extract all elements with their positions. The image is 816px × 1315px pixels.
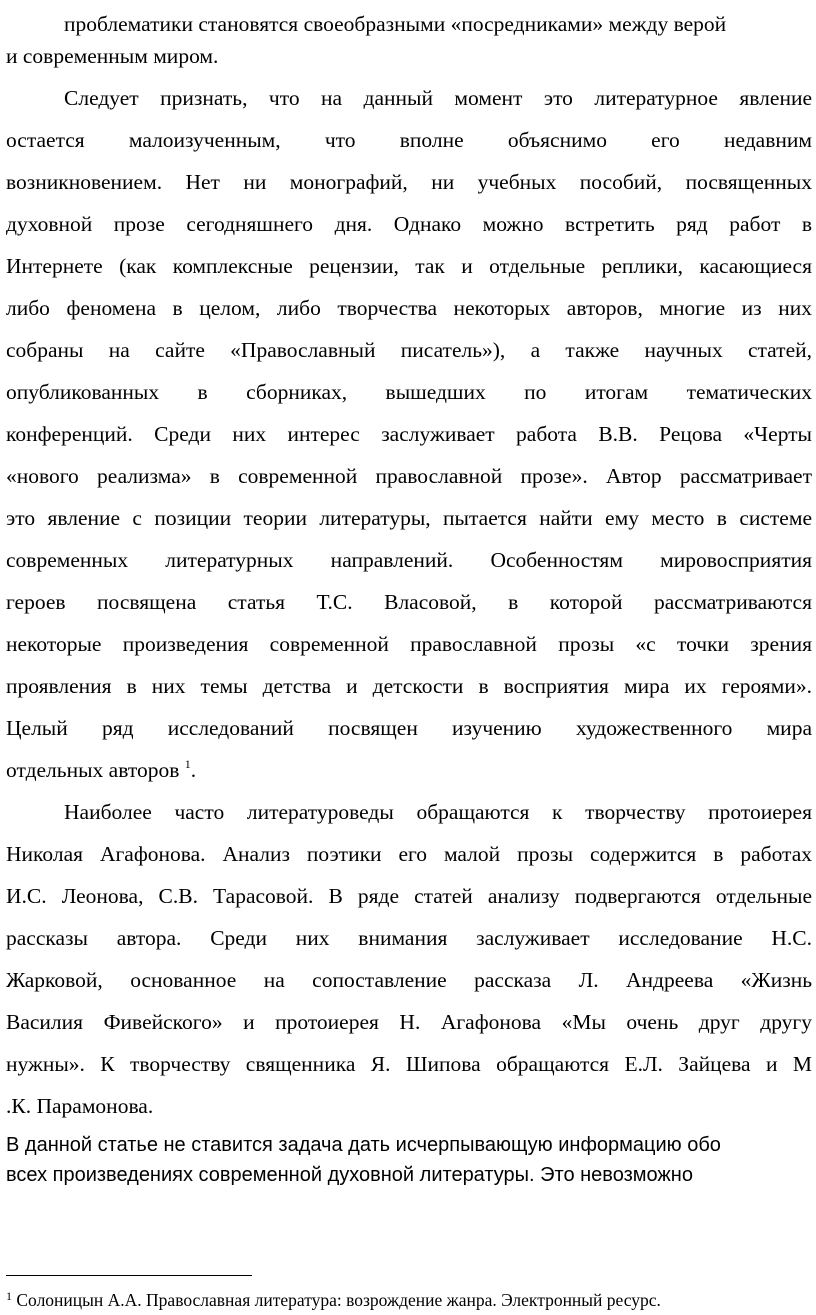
text-line: либо феномена в целом, либо творчества некоторых авторов, многие из них xyxy=(6,296,812,320)
text-line-with-footnote xyxy=(6,758,812,783)
footnote-mark: 1 xyxy=(6,1289,12,1303)
sentence-period: . xyxy=(190,758,197,782)
text-line: конференций. Среди них интерес заслуживает работа В.В. Рецова «Черты xyxy=(6,422,812,446)
text-line: некоторые произведения современной православной прозы «с точки зрения xyxy=(6,632,812,656)
text-line: современных литературных направлений. Особенностям мировосприятия xyxy=(6,548,812,572)
text-line: проблематики становятся своеобразными «посредниками» между верой xyxy=(64,12,727,36)
text-line: проявления в них темы детства и детскости в восприятия мира их героями». xyxy=(6,674,812,698)
text-line: «нового реализма» в современной православной прозе». Автор рассматривает xyxy=(6,464,812,488)
text-line: и современным миром. xyxy=(6,44,219,68)
text-line: опубликованных в сборниках, вышедших по итогам тематических xyxy=(6,380,812,404)
text-line: Николая Агафонова. Анализ поэтики его малой прозы содержится в работах xyxy=(6,842,812,866)
footnote xyxy=(6,1290,661,1311)
text-line: И.С. Леонова, С.В. Тарасовой. В ряде статей анализу подвергаются отдельные xyxy=(6,884,812,908)
footnote-reference[interactable]: 1 xyxy=(184,757,191,771)
text-line: духовной прозе сегодняшнего дня. Однако можно встретить ряд работ в xyxy=(6,212,812,236)
text-line: Следует признать, что на данный момент это литературное явление xyxy=(64,86,812,110)
text-line: героев посвящена статья Т.С. Власовой, в которой рассматриваются xyxy=(6,590,812,614)
text-line: Наиболее часто литературоведы обращаются к творчеству протоиерея xyxy=(64,800,812,824)
text-line: В данной статье не ставится задача дать исчерпывающую информацию обо xyxy=(6,1134,721,1156)
text-line: .К. Парамонова. xyxy=(6,1094,154,1118)
text-line: это явление с позиции теории литературы, пытается найти ему место в системе xyxy=(6,506,812,530)
text-line: Жарковой, основанное на сопоставление рассказа Л. Андреева «Жизнь xyxy=(6,968,812,992)
text-line: Василия Фивейского» и протоиерея Н. Агафонова «Мы очень друг другу xyxy=(6,1010,812,1034)
text-line: Целый ряд исследований посвящен изучению художественного мира xyxy=(6,716,812,740)
text-line: нужны». К творчеству священника Я. Шипова обращаются Е.Л. Зайцева и М xyxy=(6,1052,812,1076)
text-line: собраны на сайте «Православный писатель»), а также научных статей, xyxy=(6,338,812,362)
footnote-separator xyxy=(6,1275,252,1276)
text-line: остается малоизученным, что вполне объяснимо его недавним xyxy=(6,128,812,152)
text-line: рассказы автора. Среди них внимания заслуживает исследование Н.С. xyxy=(6,926,812,950)
text-fragment: отдельных авторов xyxy=(6,758,180,782)
text-line: Интернете (как комплексные рецензии, так и отдельные реплики, касающиеся xyxy=(6,254,812,278)
text-line: возникновением. Нет ни монографий, ни учебных пособий, посвященных xyxy=(6,170,812,194)
text-line: всех произведениях современной духовной литературы. Это невозможно xyxy=(6,1164,693,1186)
footnote-text: Солоницын А.А. Православная литература: возрождение жанра. Электронный ресурс. xyxy=(12,1290,661,1310)
